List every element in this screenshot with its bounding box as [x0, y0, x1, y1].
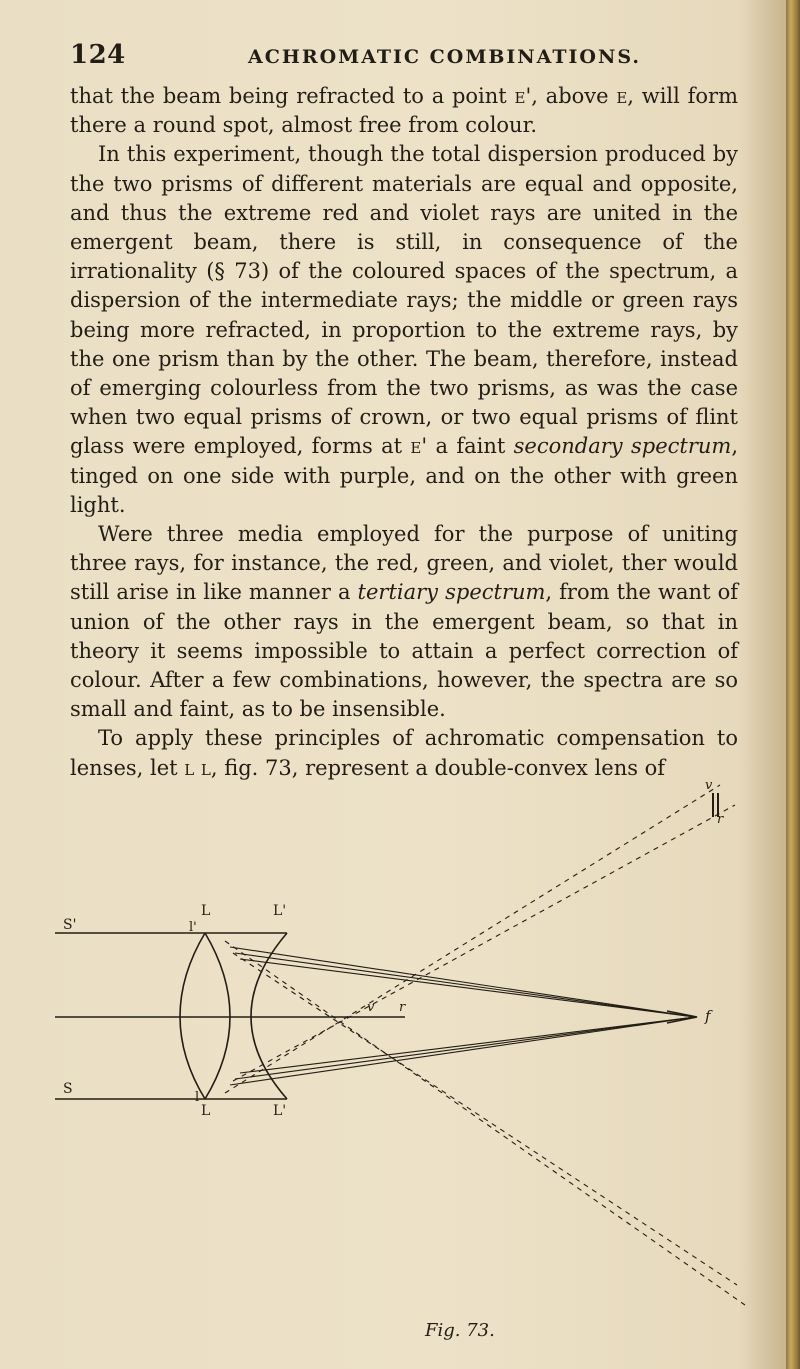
figure-73-diagram [55, 775, 755, 1335]
dashed-ray-up-2 [233, 805, 735, 1081]
ray-lower-3 [240, 1017, 695, 1073]
label-L-bottom: L [201, 1103, 211, 1119]
label-L-top: L [201, 903, 211, 919]
label-l-prime: l' [189, 920, 197, 935]
ray-lower-2 [235, 1017, 695, 1079]
page-edge [786, 0, 800, 1369]
ray-upper-3 [240, 959, 695, 1017]
paragraph-3: Were three media employed for the purpose of uniting three rays, for instance, the red, green, and violet, ther would still arise in like manner a tertiary spectrum, from the want of union of the other rays in the emergent beam, so that in theory it seems impossible to attain a perfect correction of colour. After a few combinations, however, the spectra are so small and faint, as to be insensible. [70, 522, 738, 722]
lens-L-left-surface [180, 933, 205, 1099]
ray-upper-1 [230, 947, 695, 1017]
paragraph-1: that the beam being refracted to a point e', above e, will form there a round spot, almost free from colour. [70, 84, 738, 138]
label-r-mid: r [399, 1000, 406, 1015]
label-S: S [63, 1081, 73, 1097]
dashed-ray-down-2 [233, 953, 737, 1285]
label-Lp-top: L' [273, 903, 287, 919]
label-v-top: v [705, 778, 713, 793]
label-r-top: r [717, 812, 724, 827]
label-Lp-bottom: L' [273, 1103, 287, 1119]
label-f: f [705, 1007, 711, 1025]
paragraph-2: In this experiment, though the total dispersion produced by the two prisms of different materials are equal and opposite, and thus the extreme red and violet rays are united in the emergent beam, there is still, in consequence of the irrationality (§ 73) of the coloured spaces of the spectrum, a dispersion of the intermediate rays; the middle or green rays being more refracted, in proportion to the extreme rays, by the one prism than by the other. The beam, therefore, instead of emerging colourless from the two prisms, as was the case when two equal prisms of crown, or two equal prisms of flint glass were employed, forms at e' a faint secondary spectrum, tinged on one side with purple, and on the other with green light. [70, 142, 738, 517]
ray-upper-2 [235, 953, 695, 1017]
running-title: ACHROMATIC COMBINATIONS. [248, 46, 641, 68]
ray-lower-1 [230, 1017, 695, 1085]
paragraph-4: To apply these principles of achromatic compensation to lenses, let l l, fig. 73, represent a double-convex lens of [70, 726, 738, 780]
figure-caption: Fig. 73. [425, 1320, 495, 1341]
lens-L-right-surface [205, 933, 230, 1099]
label-S-prime: S' [63, 917, 77, 933]
label-v-mid: v [367, 1000, 375, 1015]
label-l: l [195, 1090, 200, 1105]
dashed-ray-down-1 [225, 941, 745, 1305]
page-number: 124 [70, 40, 126, 70]
body-text [70, 82, 738, 783]
page-header [0, 40, 786, 80]
